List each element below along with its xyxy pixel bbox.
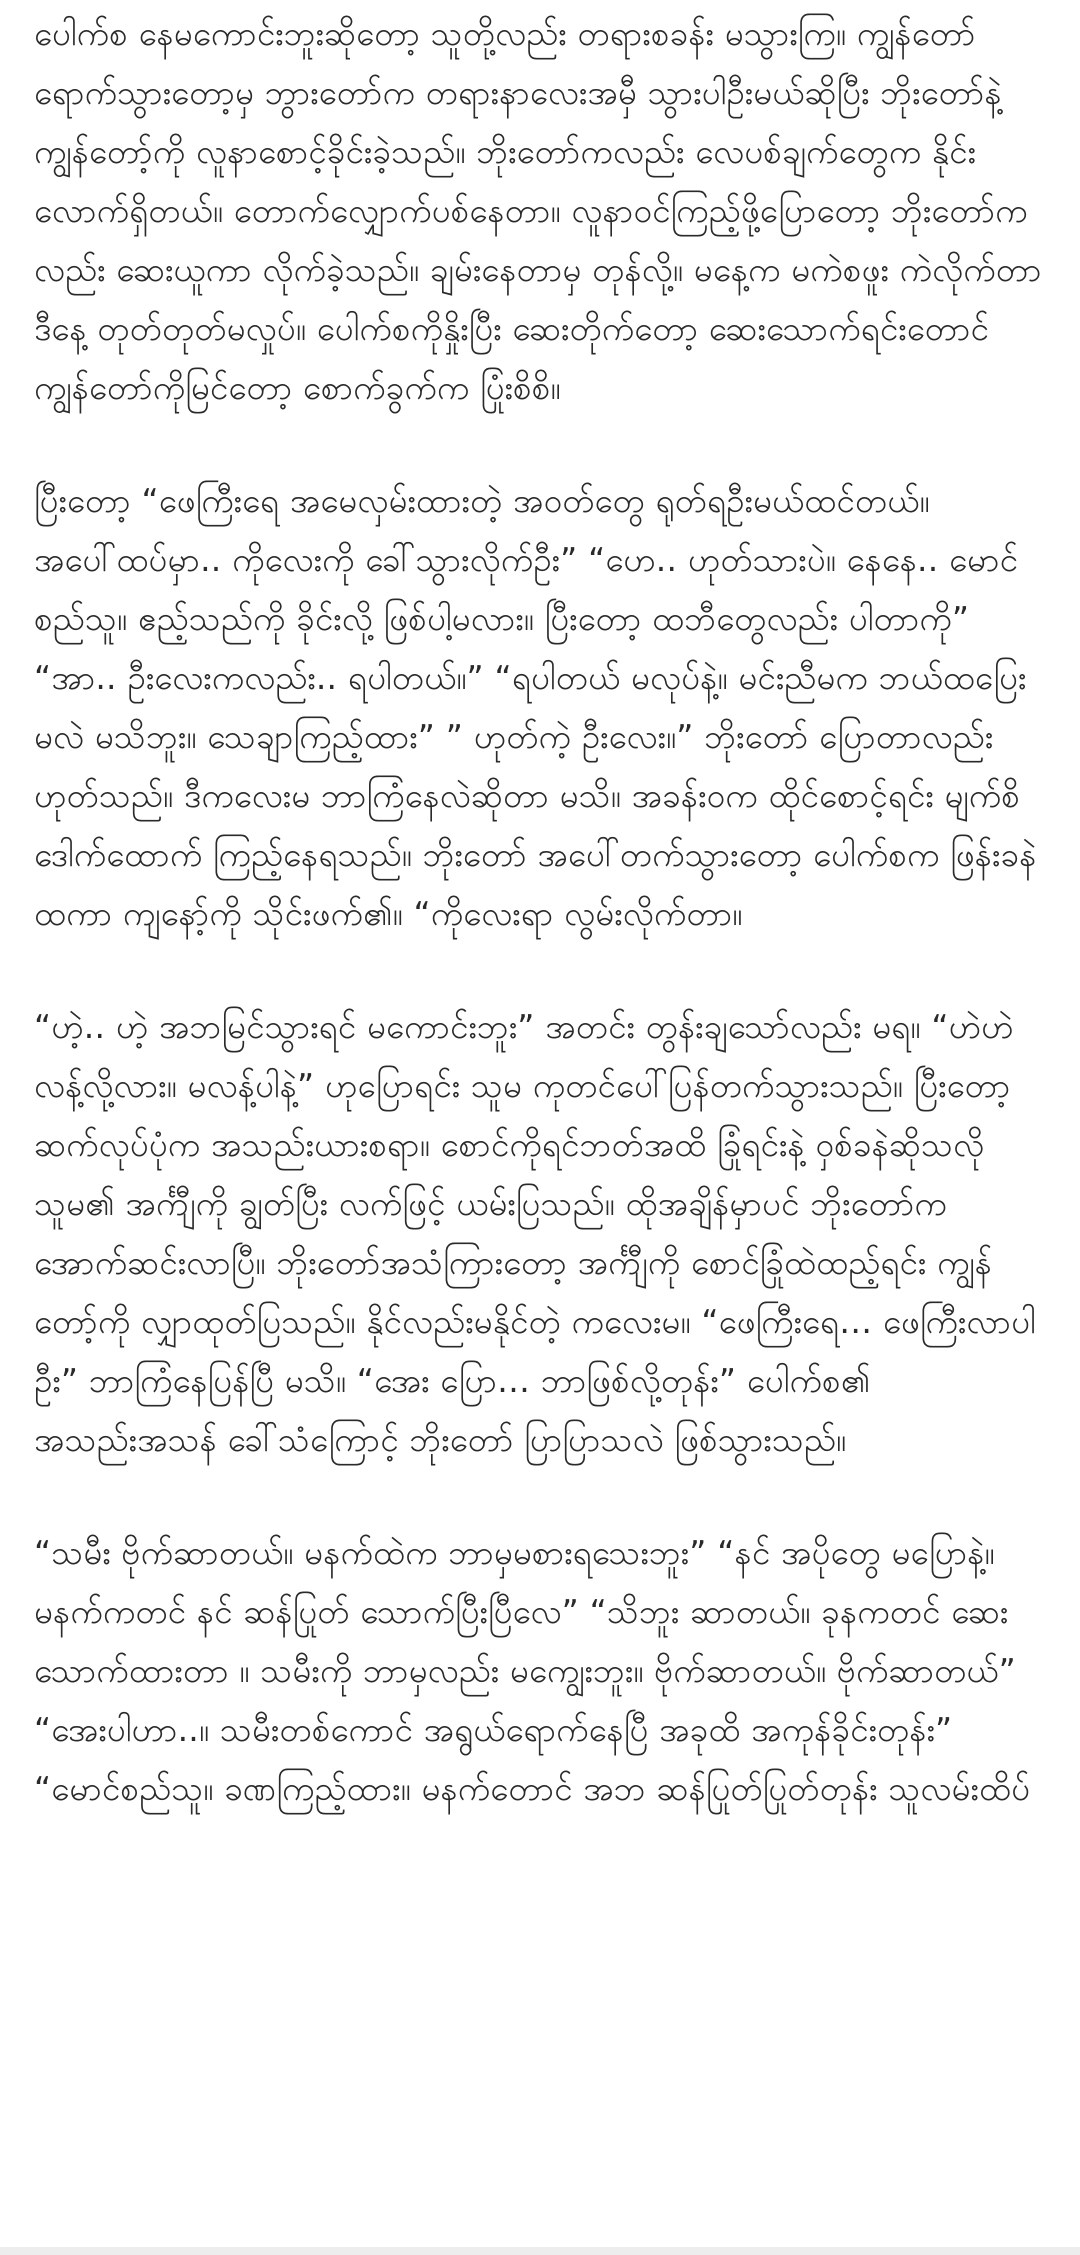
paragraph-3: “ဟဲ့.. ဟဲ့ အဘမြင်သွားရင် မကောင်းဘူး” အတင်း တွန်းချသော်လည်း မရ။ “ဟဲဟဲ လန့်လို့လား။ မလန့်ပါနဲ့” ဟုပြောရင်း သူမ ကုတင်ပေါ်ပြန်တက်သွားသည်။ ပြီးတော့ ဆက်လုပ်ပုံက အသည်းယားစရာ။ စောင်ကိုရင်ဘတ်အထိ ခြုံရင်းနဲ့ ဝှစ်ခနဲဆိုသလို သူမ၏ အင်္ကျီကို ချွတ်ပြီး လက်ဖြင့် ယမ်းပြသည်။ ထိုအချိန်မှာပင် ဘိုးတော်က အောက်ဆင်းလာပြီ။ ဘိုးတော်အသံကြားတော့ အင်္ကျီကို စောင်ခြုံထဲထည့်ရင်း ကျွန်တော့်ကို လျှာထုတ်ပြသည်။ နိုင်လည်းမနိုင်တဲ့ ကလေးမ။ “ဖေကြီးရေ… ဖေကြီးလာပါဦး” ဘာကြံနေပြန်ပြီ မသိ။ “အေး ပြော… ဘာဖြစ်လို့တုန်း” ပေါက်စ၏ အသည်းအသန် ခေါ်သံကြောင့် ဘိုးတော် ပြာပြာသလဲ ဖြစ်သွားသည်။ <box>34 1007 1036 1459</box>
paragraph-2: ပြီးတော့ “ဖေကြီးရေ အမေလှမ်းထားတဲ့ အဝတ်တွေ ရုတ်ရဦးမယ်ထင်တယ်။ အပေါ်ထပ်မှာ.. ကိုလေးကို ခေါ်သွားလိုက်ဦး” “ဟေ.. ဟုတ်သားပဲ။ နေနေ.. မောင်စည်သူ။ ဧည့်သည်ကို ခိုင်းလို့ ဖြစ်ပါ့မလား။ ပြီးတော့ ထဘီတွေလည်း ပါတာကို” “အာ.. ဦးလေးကလည်း.. ရပါတယ်။” “ရပါတယ် မလုပ်နဲ့။ မင်းညီမက ဘယ်ထပြေးမလဲ မသိဘူး။ သေချာကြည့်ထား” ” ဟုတ်ကဲ့ ဦးလေး။” ဘိုးတော် ပြောတာလည်း ဟုတ်သည်။ ဒီကလေးမ ဘာကြံနေလဲဆိုတာ မသိ။ အခန်းဝက ထိုင်စောင့်ရင်း မျက်စိဒေါက်ထောက် ကြည့်နေရသည်။ ဘိုးတော် အပေါ်တက်သွားတော့ ပေါက်စက ဖြန်းခနဲထကာ ကျနော့်ကို သိုင်းဖက်၏။ “ကိုလေးရာ လွမ်းလိုက်တာ။ <box>34 481 1037 933</box>
article-body <box>34 0 1044 1818</box>
bottom-edge-bar <box>0 2247 1080 2255</box>
paragraph-1: ပေါက်စ နေမကောင်းဘူးဆိုတော့ သူတို့လည်း တရားစခန်း မသွားကြ။ ကျွန်တော်ရောက်သွားတော့မှ ဘွားတော်က တရားနာလေးအမှီ သွားပါဦးမယ်ဆိုပြီး ဘိုးတော်နဲ့ ကျွန်တော့်ကို လူနာစောင့်ခိုင်းခဲ့သည်။ ဘိုးတော်ကလည်း လေပစ်ချက်တွေက နိုင်းလောက်ရှိတယ်။ တောက်လျှောက်ပစ်နေတာ။ လူနာဝင်ကြည့်ဖို့ပြောတော့ ဘိုးတော်ကလည်း ဆေးယူကာ လိုက်ခဲ့သည်။ ချမ်းနေတာမှ တုန်လို့။ မနေ့က မကဲစဖူး ကဲလိုက်တာ ဒီနေ့ တုတ်တုတ်မလှုပ်။ ပေါက်စကိုနှိုးပြီး ဆေးတိုက်တော့ ဆေးသောက်ရင်းတောင် ကျွန်တော်ကိုမြင်တော့ စောက်ခွက်က ပြုံးစိစိ။ <box>34 14 1042 407</box>
paragraph-4: “သမီး ဗိုက်ဆာတယ်။ မနက်ထဲက ဘာမှမစားရသေးဘူး” “နင် အပိုတွေ မပြောနဲ့။ မနက်ကတင် နင် ဆန်ပြုတ် သောက်ပြီးပြီလေ” “သိဘူး ဆာတယ်။ ခုနကတင် ဆေးသောက်ထားတာ ။ သမီးကို ဘာမှလည်း မကျွေးဘူး။ ဗိုက်ဆာတယ်။ ဗိုက်ဆာတယ်” “အေးပါဟာ..။ သမီးတစ်ကောင် အရွယ်ရောက်နေပြီ အခုထိ အကုန်ခိုင်းတုန်း” “မောင်စည်သူ။ ခဏကြည့်ထား။ မနက်တောင် အဘ ဆန်ပြုတ်ပြုတ်တုန်း သူလမ်းထိပ် <box>34 1533 1031 1808</box>
